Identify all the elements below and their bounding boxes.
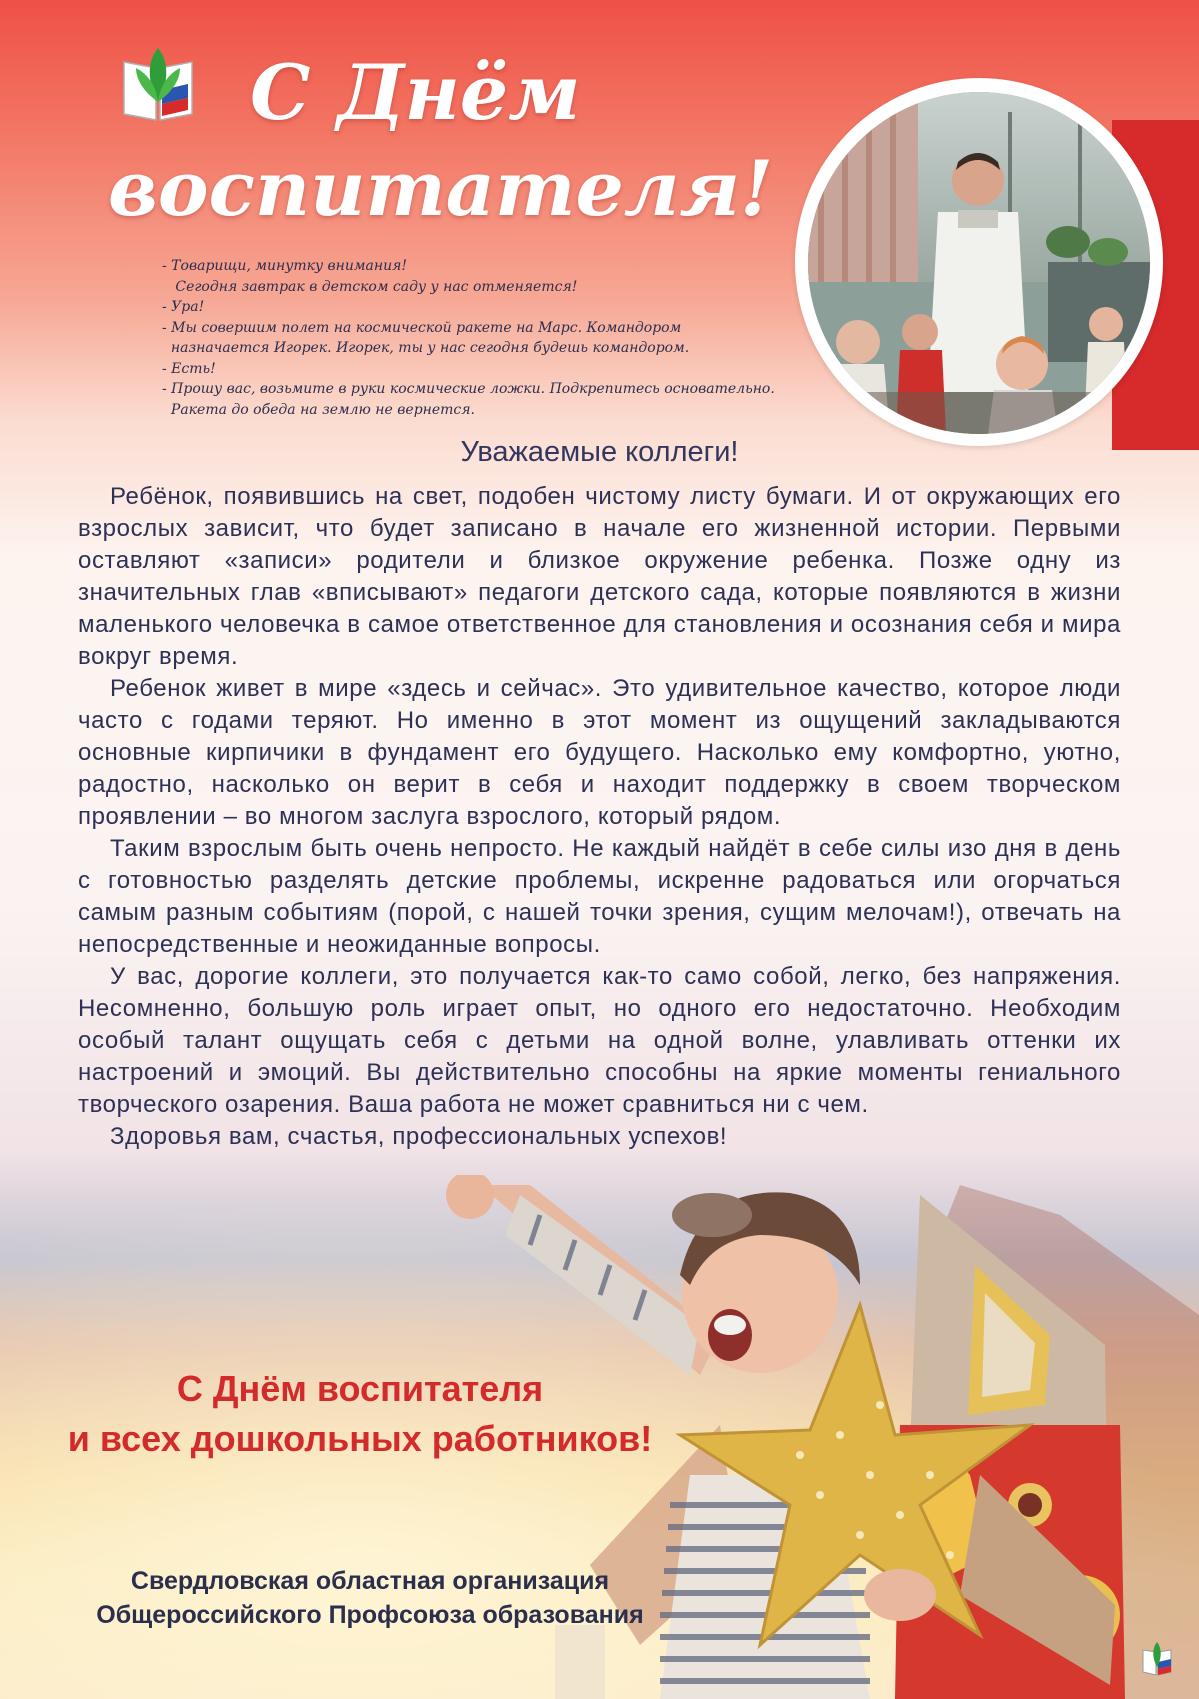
paragraph: Ребёнок, появившись на свет, подобен чистому листу бумаги. И от окружающих его взрослых зависит, что будет записано в начале его жизненной истории. Первыми оставляют «записи» родители и близкое окружение ребенка. Позже одну из значительных глав «вписывают» педагоги детского сада, которые появляются в жизни маленького человечка в самое ответственное для становления и осознания себя и мира вокруг время. [78,483,1121,670]
title-line-1: С Днём [250,48,581,137]
closing-greeting [20,1364,700,1464]
letter-body [78,481,1121,1153]
title-line-2: воспитателя! [108,144,774,233]
closing-line-2: и всех дошкольных работников! [67,1418,653,1459]
quote-line: - Товарищи, минутку внимания! [162,258,407,274]
organization-line-1: Свердловская областная организация [130,1567,610,1595]
quote-line: - Ура! [162,299,205,315]
quote-line: - Мы совершим полет на космической ракете на Марс. Командором [162,319,682,336]
quote-line: Ракета до обеда на землю не вернется. [162,401,475,418]
quote-line: - Прошу вас, возьмите в руки космические ложки. Подкрепитесь основательно. [162,381,775,397]
movie-quote [162,256,822,420]
paragraph: Таким взрослым быть очень непросто. Не каждый найдёт в себе силы изо дня в день с готовностью разделять детские проблемы, искренне радоваться или огорчаться самым разным событиям (порой, с нашей точки зрения, сущим мелочам!), отвечать на непосредственные и неожиданные вопросы. [78,835,1121,958]
quote-line: назначается Игорек. Игорек, ты у нас сегодня будешь командором. [162,340,690,356]
quote-line: Сегодня завтрак в детском саду у нас отменяется! [162,278,578,295]
organization-signature [40,1564,700,1632]
quote-line: - Есть! [162,360,216,377]
closing-line-1: С Днём воспитателя [176,1368,544,1409]
film-still-photo [808,92,1150,434]
poster-title [100,45,774,237]
union-mini-logo-icon [1140,1640,1174,1676]
paragraph: Ребенок живет в мире «здесь и сейчас». Это удивительное качество, которое люди часто с годами теряют. Но именно в этот момент из ощущений закладываются основные кирпичики в фундамент его будущего. Насколько ему комфортно, уютно, радостно, насколько он верит в себя и находит поддержку в своем творческом проявлении – во многом заслуга взрослого, который рядом. [78,675,1121,830]
paragraph: У вас, дорогие коллеги, это получается как-то само собой, легко, без напряжения. Несомненно, большую роль играет опыт, но одного его недостаточно. Необходим особый талант ощущать себя с детьми на одной волне, улавливать оттенки их настроений и эмоций. Вы действительно способны на яркие моменты гениального творческого озарения. Ваша работа не может сравниться ни с чем. [78,963,1121,1118]
organization-line-2: Общероссийского Профсоюза образования [96,1601,644,1629]
paragraph: Здоровья вам, счастья, профессиональных успехов! [110,1123,728,1150]
greeting-heading: Уважаемые коллеги! [460,436,739,468]
